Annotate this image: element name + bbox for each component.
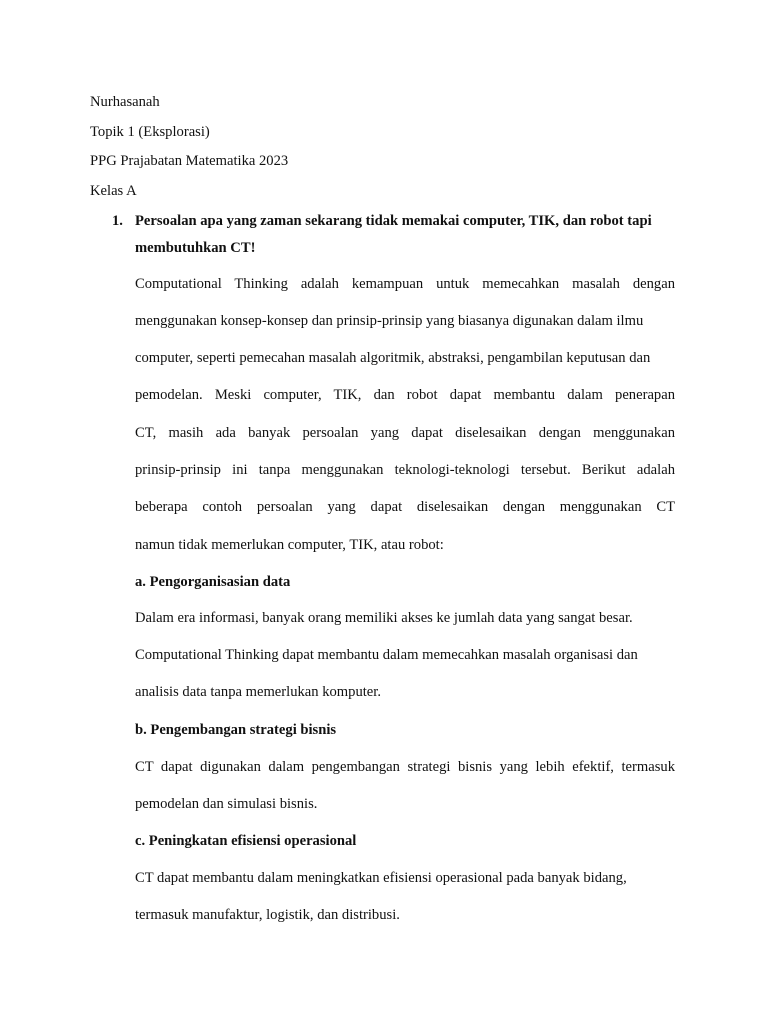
- intro-line: beberapa contoh persoalan yang dapat diselesaikan dengan menggunakan CT: [135, 499, 675, 515]
- question-number: 1.: [112, 213, 123, 229]
- intro-line: menggunakan konsep-konsep dan prinsip-prinsip yang biasanya digunakan dalam ilmu: [135, 313, 644, 329]
- section-line: pemodelan dan simulasi bisnis.: [135, 796, 318, 812]
- question-line-2: membutuhkan CT!: [135, 240, 256, 256]
- intro-line: computer, seperti pemecahan masalah algoritmik, abstraksi, pengambilan keputusan dan: [135, 350, 651, 366]
- question-line-1: Persoalan apa yang zaman sekarang tidak memakai computer, TIK, dan robot tapi: [135, 213, 652, 229]
- intro-line: pemodelan. Meski computer, TIK, dan robot dapat membantu dalam penerapan: [135, 387, 675, 403]
- author-name: Nurhasanah: [90, 94, 160, 110]
- section-line: CT dapat membantu dalam meningkatkan efisiensi operasional pada banyak bidang,: [135, 870, 627, 886]
- topic-label: Topik 1 (Eksplorasi): [90, 124, 210, 140]
- section-heading: b. Pengembangan strategi bisnis: [135, 722, 337, 738]
- intro-line: CT, masih ada banyak persoalan yang dapat diselesaikan dengan menggunakan: [135, 425, 675, 441]
- intro-line: prinsip-prinsip ini tanpa menggunakan teknologi-teknologi tersebut. Berikut adalah: [135, 462, 675, 478]
- section-heading: a. Pengorganisasian data: [135, 574, 291, 590]
- section-line: CT dapat digunakan dalam pengembangan strategi bisnis yang lebih efektif, termasuk: [135, 759, 675, 775]
- section-line: Computational Thinking dapat membantu dalam memecahkan masalah organisasi dan: [135, 647, 638, 663]
- intro-line: Computational Thinking adalah kemampuan untuk memecahkan masalah dengan: [135, 276, 675, 292]
- section-line: Dalam era informasi, banyak orang memiliki akses ke jumlah data yang sangat besar.: [135, 610, 633, 626]
- intro-line: namun tidak memerlukan computer, TIK, atau robot:: [135, 537, 444, 553]
- section-line: termasuk manufaktur, logistik, dan distribusi.: [135, 907, 400, 923]
- program-label: PPG Prajabatan Matematika 2023: [90, 153, 289, 169]
- section-heading: c. Peningkatan efisiensi operasional: [135, 833, 357, 849]
- class-label: Kelas A: [90, 183, 137, 199]
- section-line: analisis data tanpa memerlukan komputer.: [135, 684, 381, 700]
